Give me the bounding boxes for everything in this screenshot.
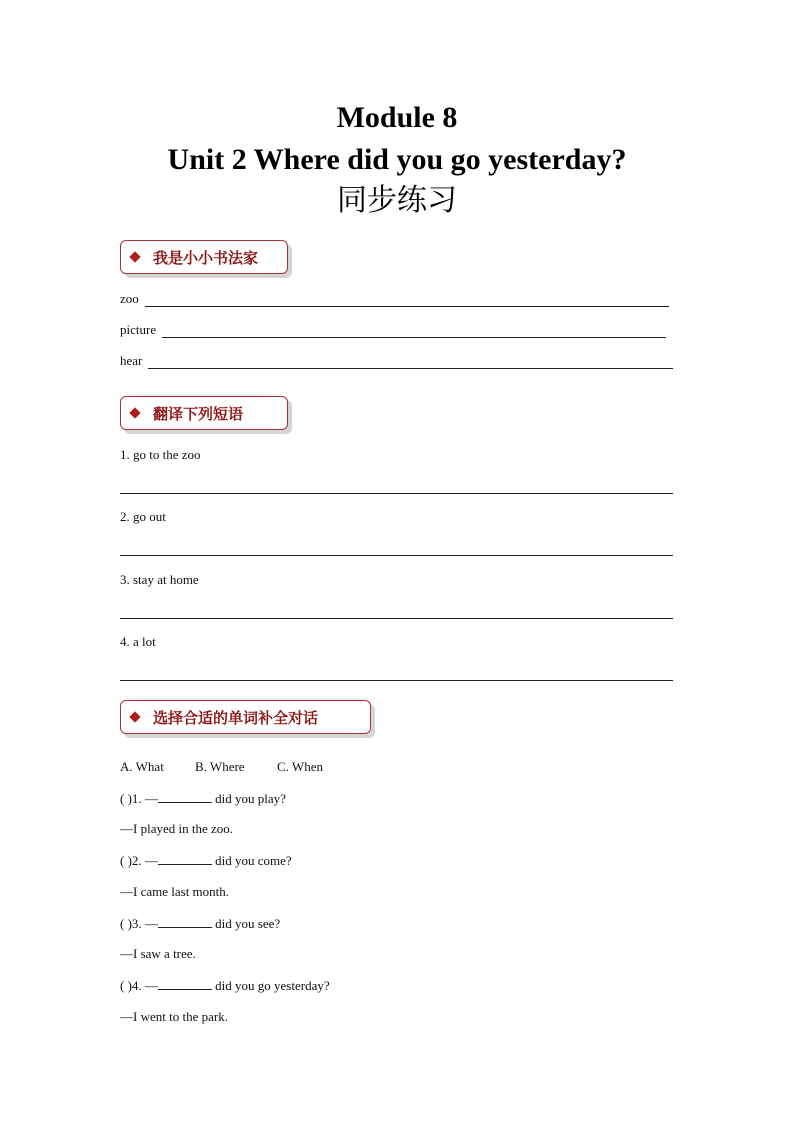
question-row xyxy=(120,851,292,870)
diamond-bullet-icon xyxy=(129,251,140,262)
phrase-item: 1. go to the zoo xyxy=(120,447,201,462)
answer-text: —I went to the park. xyxy=(120,1009,228,1024)
phrase-item: 3. stay at home xyxy=(120,572,199,587)
answer-text: —I saw a tree. xyxy=(120,946,196,961)
question-suffix: did you play? xyxy=(211,791,286,806)
answer-text: —I played in the zoo. xyxy=(120,821,233,836)
question-prefix: ( )2. — xyxy=(120,853,158,868)
phrase-item: 4. a lot xyxy=(120,634,156,649)
unit-title: Unit 2 Where did you go yesterday? xyxy=(167,143,627,176)
word-label: zoo xyxy=(120,291,139,306)
question-prefix: ( )3. — xyxy=(120,916,158,931)
question-suffix: did you come? xyxy=(211,853,292,868)
writing-line[interactable] xyxy=(145,306,669,307)
word-label: hear xyxy=(120,353,143,368)
section-heading-translate xyxy=(120,396,288,430)
section-heading-dialogue xyxy=(120,700,371,734)
question-prefix: ( )1. — xyxy=(120,791,158,806)
fill-blank[interactable] xyxy=(158,914,212,928)
section-heading-calligraphy xyxy=(120,240,288,274)
answer-line[interactable] xyxy=(120,680,673,681)
module-title: Module 8 xyxy=(336,101,458,134)
question-row xyxy=(120,976,330,995)
question-suffix: did you see? xyxy=(211,916,281,931)
fill-blank[interactable] xyxy=(158,851,212,865)
fill-blank[interactable] xyxy=(158,789,212,803)
word-label: picture xyxy=(120,322,157,337)
writing-line[interactable] xyxy=(162,337,666,338)
question-row xyxy=(120,914,280,933)
question-prefix: ( )4. — xyxy=(120,978,158,993)
section-heading-label: 我是小小书法家 xyxy=(153,248,259,267)
diamond-bullet-icon xyxy=(129,711,140,722)
section-heading-label: 翻译下列短语 xyxy=(153,404,244,423)
answer-line[interactable] xyxy=(120,493,673,494)
fill-blank[interactable] xyxy=(158,976,212,990)
diamond-bullet-icon xyxy=(129,407,140,418)
writing-line[interactable] xyxy=(148,368,673,369)
option-b: B. Where xyxy=(195,759,245,774)
answer-line[interactable] xyxy=(120,555,673,556)
exercise-subtitle: 同步练习 xyxy=(337,183,457,218)
answer-text: —I came last month. xyxy=(120,884,230,899)
question-suffix: did you go yesterday? xyxy=(211,978,330,993)
section-heading-label: 选择合适的单词补全对话 xyxy=(153,708,319,727)
option-c: C. When xyxy=(277,759,323,774)
phrase-item: 2. go out xyxy=(120,509,166,524)
option-a: A. What xyxy=(120,759,164,774)
question-row xyxy=(120,789,286,808)
answer-line[interactable] xyxy=(120,618,673,619)
